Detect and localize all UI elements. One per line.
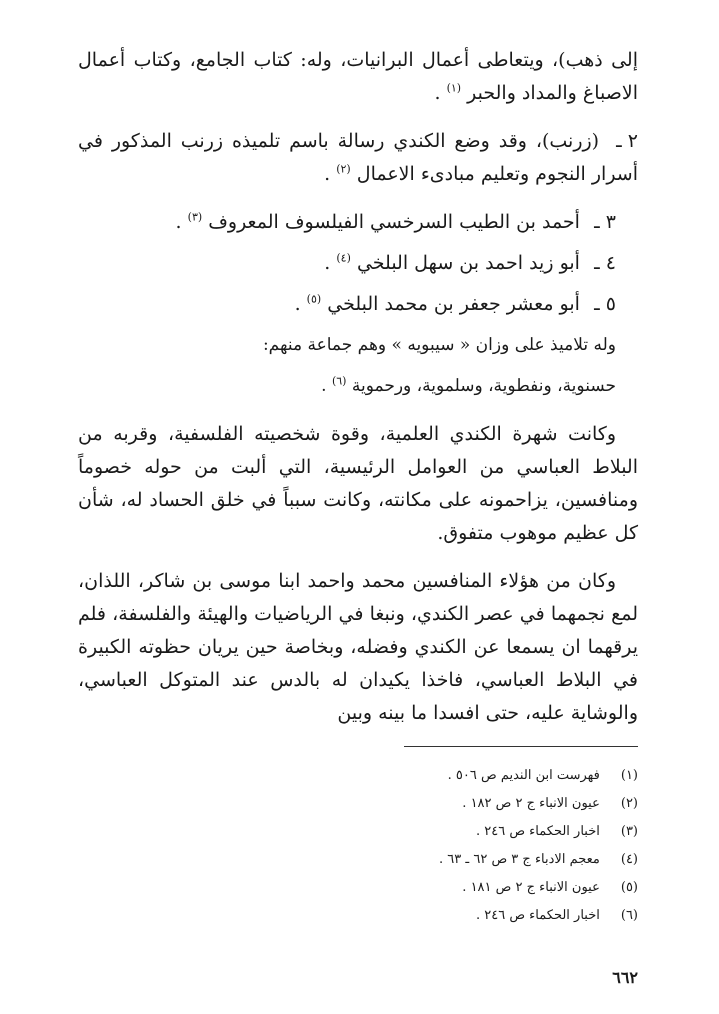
list-item-5 (78, 288, 638, 321)
footnote-1-number: (١) (620, 768, 638, 783)
list-item-4-number: ٤ ـ (594, 252, 616, 274)
students-list-text: حسنوية، ونفطوية، وسلموية، ورحموية (351, 376, 616, 396)
footnote-4 (300, 846, 638, 874)
footnote-divider (404, 746, 638, 747)
list-item-3-number: ٣ ـ (594, 211, 616, 233)
list-item-3-end: . (175, 211, 182, 233)
footnote-ref-5: (٥) (306, 292, 322, 306)
paragraph-1 (78, 44, 638, 110)
footnote-5-text: عيون الانباء ج ٢ ص ١٨١ . (462, 880, 600, 895)
footnote-1 (300, 762, 638, 790)
list-item-2-number: ٢ ـ (616, 130, 638, 152)
footnote-1-text: فهرست ابن النديم ص ٥٠٦ . (447, 768, 600, 783)
footnote-5 (300, 874, 638, 902)
list-item-2-text: (زرنب)، وقد وضع الكندي رسالة باسم تلميذه زرنب المذكور في أسرار النجوم وتعليم مبادىء الاعمال (78, 130, 638, 185)
footnote-6 (300, 902, 638, 930)
paragraph-fame: وكانت شهرة الكندي العلمية، وقوة شخصيته الفلسفية، وقربه من البلاط العباسي من العوامل الرئيسية، التي ألبت من حوله خصوماً ومنافسين، يزاحمونه على مكانته، وكانت سبباً في خلق الحساد له، شأن كل عظيم موهوب متفوق. (78, 423, 638, 544)
footnote-ref-6: (٦) (331, 374, 347, 388)
list-item-4-text: أبو زيد احمد بن سهل البلخي (356, 252, 580, 274)
footnote-3 (300, 818, 638, 846)
footnote-3-text: اخبار الحكماء ص ٢٤٦ . (475, 824, 600, 839)
paragraph-1-text: إلى ذهب)، ويتعاطى أعمال البرانيات، وله: كتاب الجامع، وكتاب أعمال الاصباغ والمداد والحبر (78, 49, 638, 104)
list-item-5-text: أبو معشر جعفر بن محمد البلخي (327, 293, 580, 315)
list-item-4-end: . (324, 252, 331, 274)
footnote-6-number: (٦) (620, 908, 638, 923)
footnote-ref-4: (٤) (336, 251, 351, 265)
footnote-4-text: معجم الادباء ج ٣ ص ٦٢ ـ ٦٣ . (439, 852, 600, 867)
students-list-end: . (321, 376, 327, 396)
main-text (78, 44, 638, 745)
list-item-5-number: ٥ ـ (594, 293, 616, 315)
paragraph-rivals: وكان من هؤلاء المنافسين محمد واحمد ابنا موسى بن شاكر، اللذان، لمع نجمهما في عصر الكندي، ونبغا في الرياضيات والهيئة والفلسفة، فلم يرقهما ان يسمعا عن الكندي وفضله، وبخاصة حين يريان حظوته الكبيرة في البلاط العباسي، فاخذا يكيدان له بالدس عند المتوكل العباسي، والوشاية عليه، حتى افسدا ما بينه وبين (78, 570, 638, 724)
footnote-ref-2: (٢) (336, 162, 351, 176)
footnote-4-number: (٤) (620, 852, 638, 867)
footnote-2-number: (٢) (620, 796, 638, 811)
students-intro: وله تلاميذ على وزان « سيبويه » وهم جماعة منهم: (262, 335, 616, 355)
footnote-ref-1: (١) (446, 81, 462, 95)
students-list (78, 370, 638, 403)
list-item-3-text: أحمد بن الطيب السرخسي الفيلسوف المعروف (208, 211, 580, 233)
list-item-5-end: . (294, 293, 301, 315)
list-item-2-end: . (324, 163, 331, 185)
page-number: ٦٦٢ (612, 968, 638, 987)
footnotes (300, 762, 638, 930)
footnote-ref-3: (٣) (187, 210, 203, 224)
list-item-2 (78, 125, 638, 191)
list-item-3 (78, 206, 638, 239)
footnote-3-number: (٣) (620, 824, 638, 839)
list-item-4 (78, 247, 638, 280)
footnote-6-text: اخبار الحكماء ص ٢٤٦ . (475, 908, 600, 923)
footnote-2 (300, 790, 638, 818)
footnote-5-number: (٥) (620, 880, 638, 895)
paragraph-1-end: . (434, 82, 441, 104)
footnote-2-text: عيون الانباء ج ٢ ص ١٨٢ . (462, 796, 600, 811)
